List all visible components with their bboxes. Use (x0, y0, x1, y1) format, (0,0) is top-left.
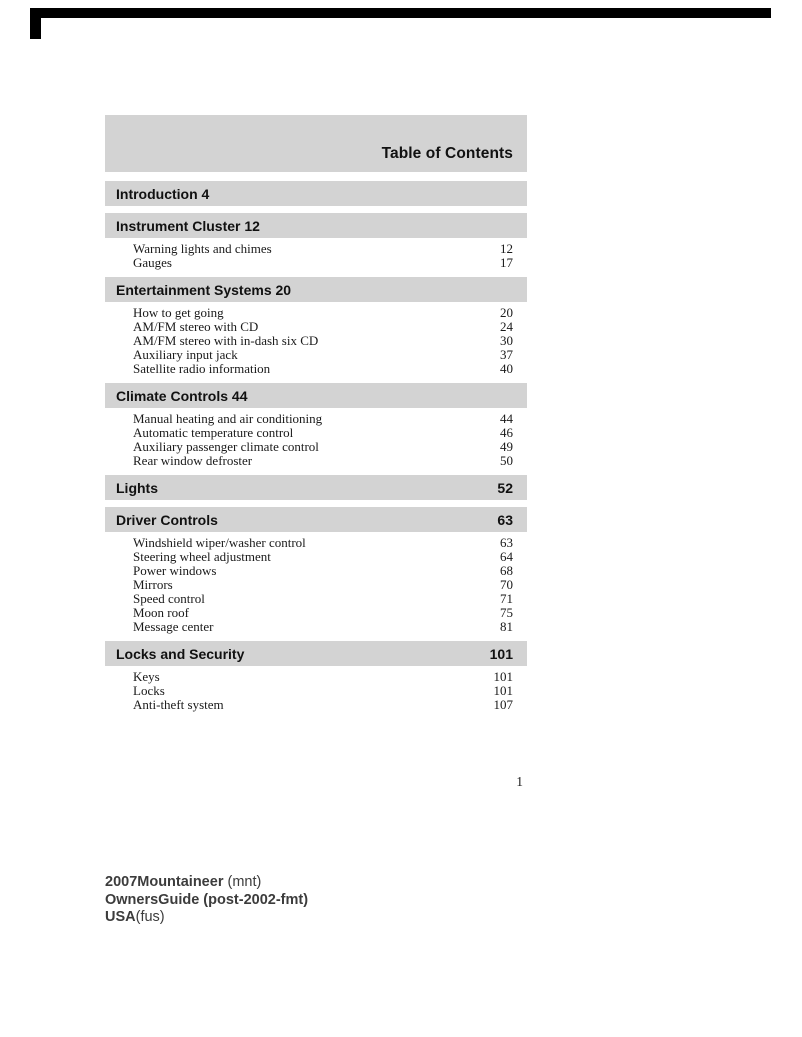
toc-entry-page: 101 (493, 669, 513, 684)
toc-entry (133, 242, 513, 256)
toc-entry-page: 30 (500, 333, 513, 348)
toc-entry-label: Keys (133, 669, 160, 684)
toc-entry (133, 670, 513, 684)
toc-entry-label: AM/FM stereo with in-dash six CD (133, 333, 319, 348)
section-title: Climate Controls 44 (116, 387, 248, 404)
toc-entry-page: 81 (500, 619, 513, 634)
toc-entry (133, 306, 513, 320)
toc-section (105, 475, 527, 500)
toc-entry-page: 63 (500, 535, 513, 550)
footer-line (105, 892, 308, 910)
toc-entry-label: Manual heating and air conditioning (133, 411, 323, 426)
toc-entry (133, 592, 513, 606)
toc-entry (133, 348, 513, 362)
toc-entry-label: Warning lights and chimes (133, 241, 272, 256)
toc-entry-page: 44 (500, 411, 513, 426)
toc-entry-label: Mirrors (133, 577, 173, 592)
toc-entry-label: Moon roof (133, 605, 189, 620)
toc-entry-page: 17 (500, 255, 513, 270)
section-title: Locks and Security (116, 645, 245, 662)
toc-entry-page: 46 (500, 425, 513, 440)
toc-entry-page: 68 (500, 563, 513, 578)
section-title: Driver Controls (116, 511, 218, 528)
toc-entry-label: Message center (133, 619, 214, 634)
toc-entry (133, 440, 513, 454)
toc-entry (133, 334, 513, 348)
section-header-bar (105, 383, 527, 408)
section-entries (105, 408, 527, 468)
toc-entry-label: Power windows (133, 563, 217, 578)
toc-entry-label: Speed control (133, 591, 205, 606)
section-title: Instrument Cluster 12 (116, 217, 260, 234)
toc-entry-label: Satellite radio information (133, 361, 271, 376)
toc-entry-page: 37 (500, 347, 513, 362)
toc-entry-page: 64 (500, 549, 513, 564)
toc-entry (133, 454, 513, 468)
toc-entry-page: 24 (500, 319, 513, 334)
toc-entry-page: 40 (500, 361, 513, 376)
table-of-contents (105, 115, 527, 719)
footer-line-bold-text: USA (105, 909, 136, 925)
footer-imprint (105, 874, 308, 927)
toc-entry-page: 71 (500, 591, 513, 606)
toc-section (105, 641, 527, 712)
toc-entry (133, 698, 513, 712)
footer-line (105, 874, 308, 892)
toc-entry-label: Rear window defroster (133, 453, 253, 468)
section-page-number: 101 (489, 645, 513, 662)
section-title: Introduction 4 (116, 185, 210, 202)
section-entries (105, 302, 527, 376)
toc-entry (133, 536, 513, 550)
toc-entry-page: 20 (500, 305, 513, 320)
footer-line-regular-text: (mnt) (223, 874, 262, 890)
toc-entry-page: 101 (493, 683, 513, 698)
toc-section (105, 277, 527, 376)
toc-entry-label: Automatic temperature control (133, 425, 294, 440)
section-header-bar (105, 181, 527, 206)
toc-entry-label: Steering wheel adjustment (133, 549, 271, 564)
toc-section (105, 181, 527, 206)
toc-entry-label: Anti-theft system (133, 697, 224, 712)
toc-entry (133, 550, 513, 564)
toc-section (105, 213, 527, 270)
toc-entry-page: 70 (500, 577, 513, 592)
folio-page-number: 1 (516, 774, 523, 789)
section-header-bar (105, 507, 527, 532)
toc-entry-label: Windshield wiper/washer control (133, 535, 306, 550)
section-header-bar (105, 475, 527, 500)
toc-entry (133, 320, 513, 334)
toc-entry (133, 412, 513, 426)
toc-entry-page: 12 (500, 241, 513, 256)
toc-entry (133, 426, 513, 440)
toc-entry-label: Auxiliary input jack (133, 347, 238, 362)
section-title: Entertainment Systems 20 (116, 281, 292, 298)
toc-entry-label: Locks (133, 683, 165, 698)
section-header-bar (105, 213, 527, 238)
print-registration-mark-top (30, 8, 771, 18)
section-header-bar (105, 277, 527, 302)
section-entries (105, 238, 527, 270)
toc-entry (133, 564, 513, 578)
toc-entry-label: Gauges (133, 255, 172, 270)
toc-entry-label: How to get going (133, 305, 224, 320)
footer-line-bold-text: OwnersGuide (post-2002-fmt) (105, 891, 309, 908)
footer-line-bold-text: 2007Mountaineer (105, 874, 224, 890)
toc-sections (105, 181, 527, 712)
toc-entry-label: AM/FM stereo with CD (133, 319, 259, 334)
toc-entry-label: Auxiliary passenger climate control (133, 439, 319, 454)
footer-line-regular-text: (fus) (135, 909, 165, 925)
toc-section (105, 507, 527, 634)
print-registration-mark-left (30, 8, 41, 39)
toc-header-bar (105, 115, 527, 172)
footer-line (105, 909, 308, 927)
section-entries (105, 532, 527, 634)
toc-entry-page: 49 (500, 439, 513, 454)
toc-entry (133, 684, 513, 698)
toc-entry (133, 362, 513, 376)
toc-entry (133, 578, 513, 592)
section-entries (105, 666, 527, 712)
section-header-bar (105, 641, 527, 666)
toc-section (105, 383, 527, 468)
toc-entry-page: 75 (500, 605, 513, 620)
section-page-number: 52 (497, 479, 513, 496)
section-title: Lights (116, 479, 158, 496)
toc-entry (133, 620, 513, 634)
page-title: Table of Contents (381, 145, 513, 162)
toc-entry-page: 50 (500, 453, 513, 468)
toc-entry (133, 256, 513, 270)
section-page-number: 63 (497, 511, 513, 528)
toc-entry-page: 107 (493, 697, 513, 712)
toc-entry (133, 606, 513, 620)
